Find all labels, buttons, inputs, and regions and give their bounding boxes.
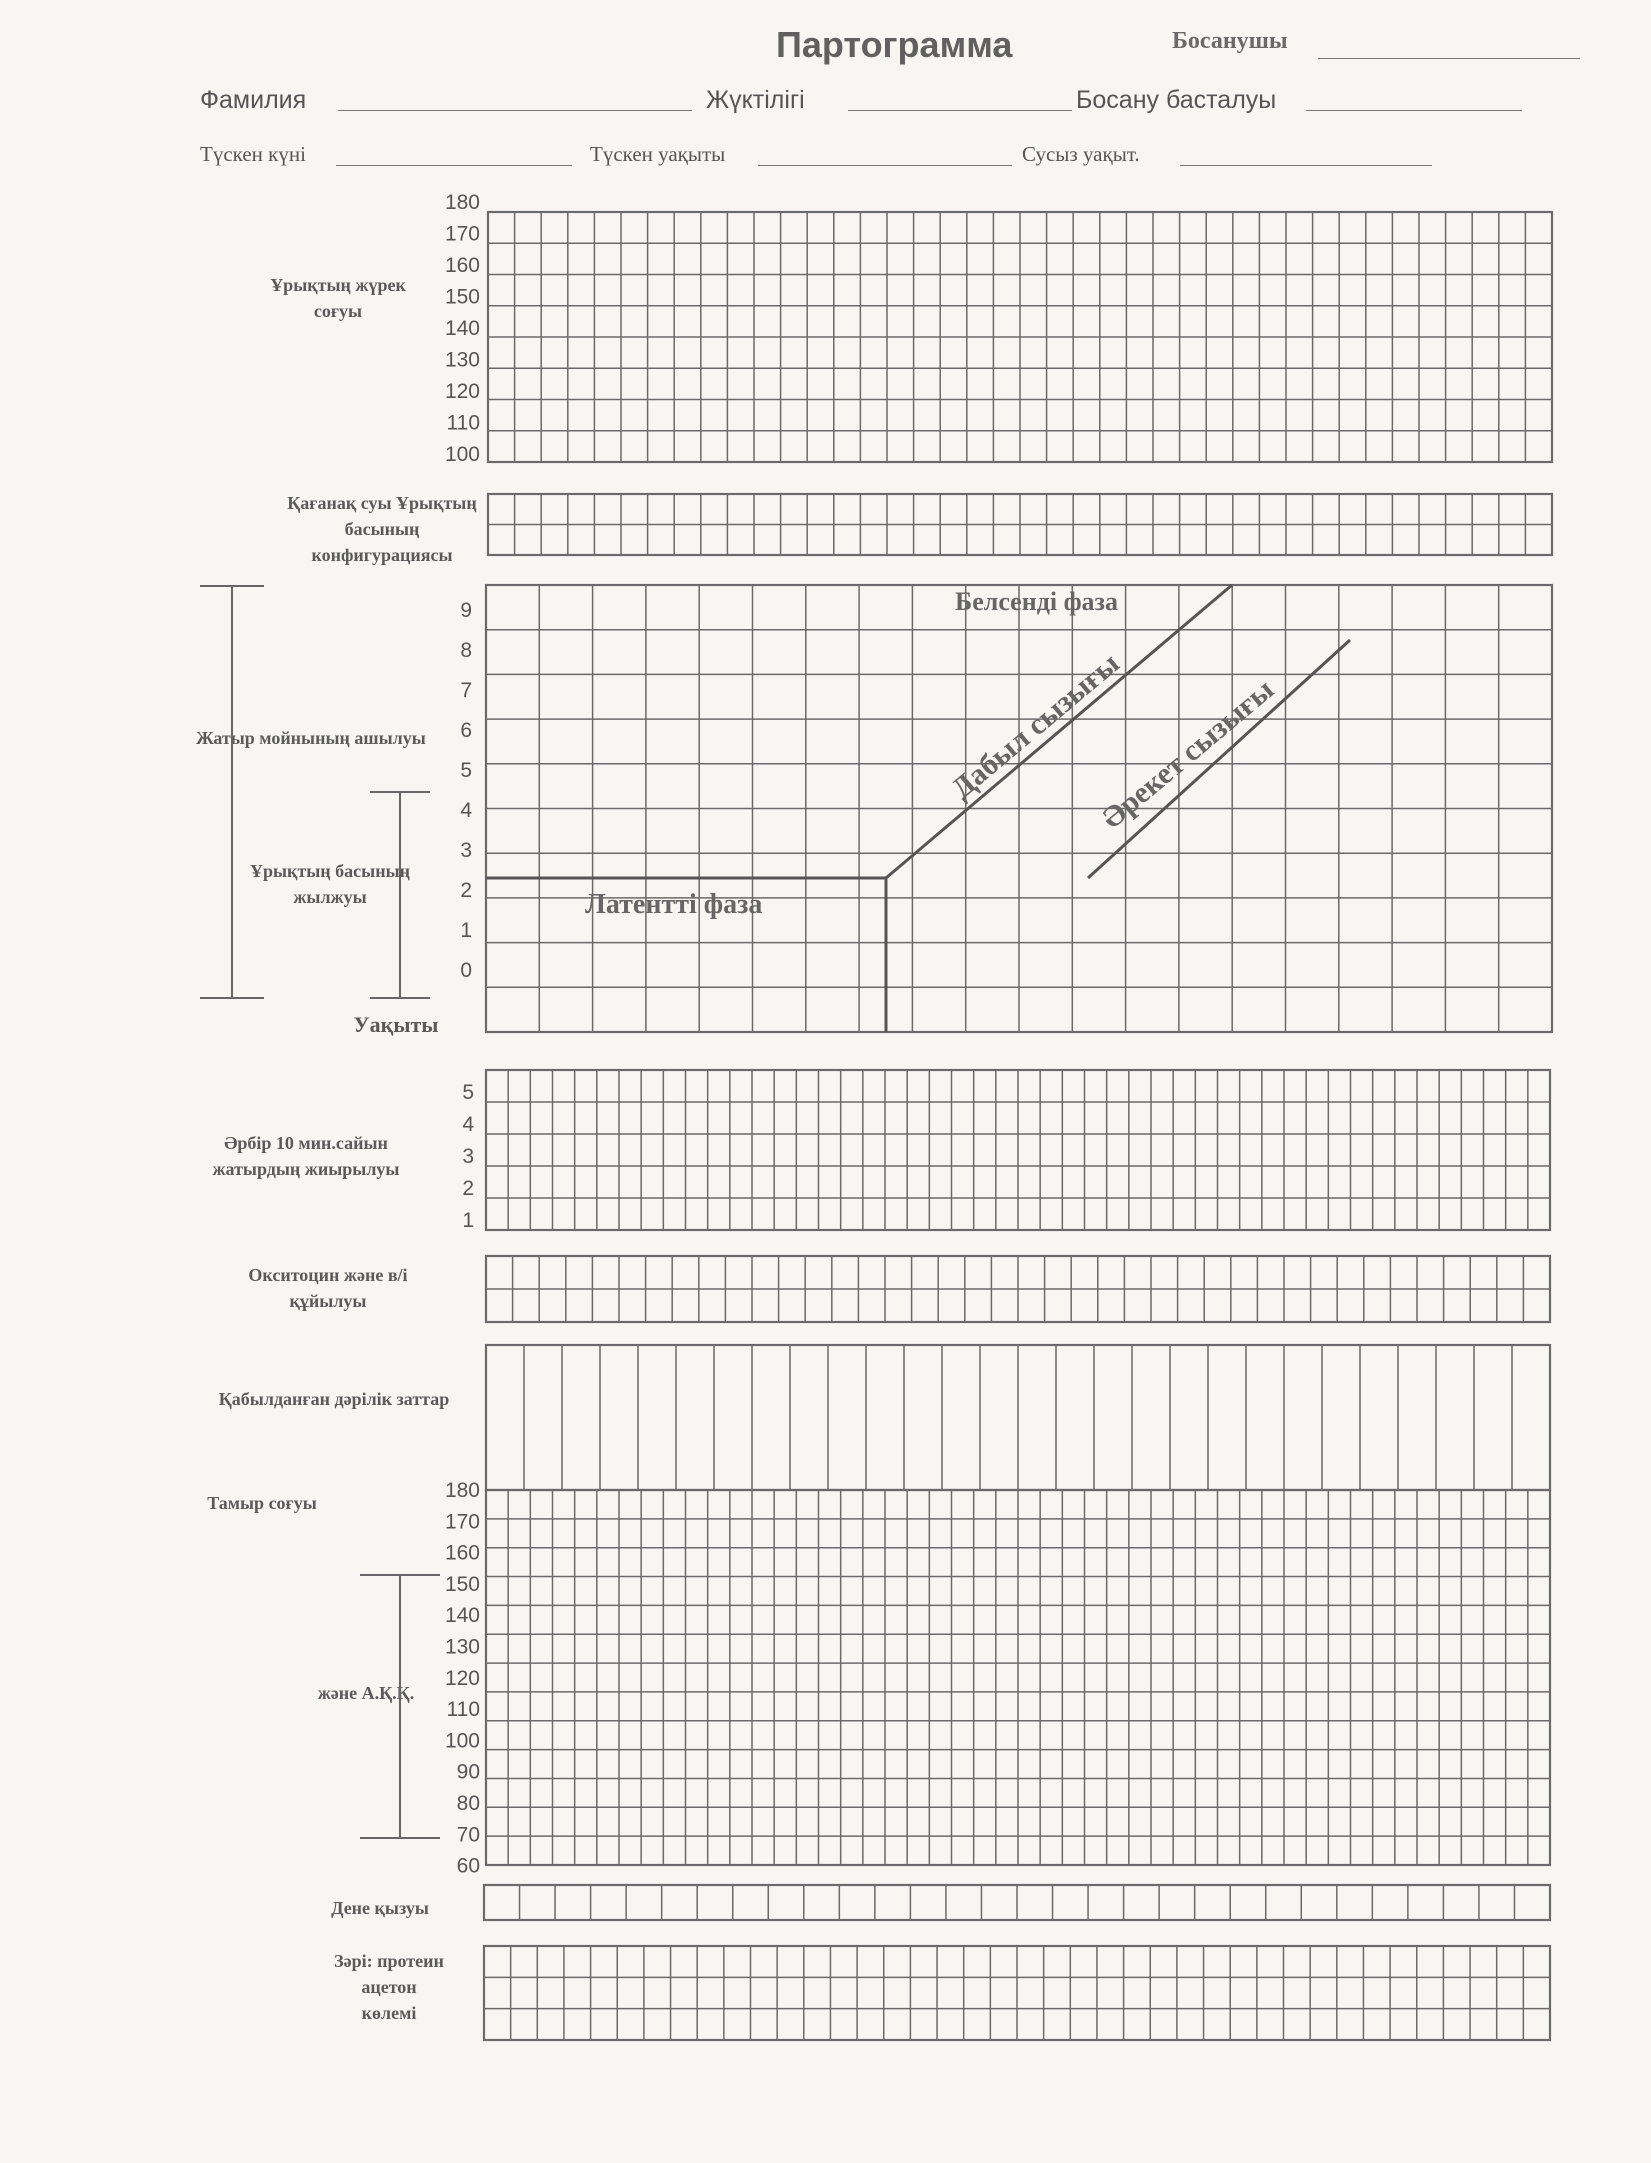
pulse-tick: 180 bbox=[444, 1479, 480, 1502]
contractions-tick: 5 bbox=[462, 1081, 474, 1104]
pulse-tick: 80 bbox=[456, 1792, 480, 1815]
pulse-tick: 170 bbox=[444, 1510, 480, 1534]
cervix-tick: 5 bbox=[460, 759, 472, 782]
pulse-tick: 100 bbox=[444, 1729, 480, 1753]
contractions-tick: 2 bbox=[462, 1177, 474, 1200]
cervix-tick: 6 bbox=[460, 719, 472, 742]
fetal_heart-tick: 170 bbox=[444, 222, 480, 246]
cervix-tick: 7 bbox=[460, 679, 472, 702]
urine-label: Зәрі: протеин ацетон көлемі bbox=[334, 1951, 444, 2023]
contractions-tick: 1 bbox=[462, 1209, 474, 1232]
pulse-tick: 150 bbox=[444, 1572, 480, 1596]
midwife-label: Босанушы bbox=[1172, 28, 1288, 54]
pulse-tick: 60 bbox=[456, 1854, 480, 1878]
pulse-tick: 110 bbox=[446, 1698, 480, 1722]
fetal_heart-tick: 130 bbox=[444, 348, 480, 372]
fetal_heart-tick: 180 bbox=[444, 191, 480, 214]
pulse-tick: 90 bbox=[456, 1760, 480, 1784]
cervix-tick: 4 bbox=[460, 799, 472, 822]
contractions-label: Әрбір 10 мин.сайын жатырдың жиырылуы bbox=[212, 1133, 400, 1179]
contractions-tick: 4 bbox=[462, 1113, 474, 1136]
time-label: Уақыты bbox=[353, 1012, 439, 1037]
temperature-label: Дене қызуы bbox=[331, 1898, 429, 1918]
active-phase-label: Белсенді фаза bbox=[955, 587, 1119, 616]
cervix-tick: 1 bbox=[460, 919, 472, 942]
admission-time-label: Түскен уақыты bbox=[590, 142, 726, 166]
surname-label: Фамилия bbox=[200, 86, 307, 114]
head-descent-label: Ұрықтың басының жылжуы bbox=[249, 861, 411, 907]
pulse-tick: 130 bbox=[444, 1635, 480, 1659]
cervix-tick: 3 bbox=[460, 839, 472, 862]
page-title: Партограмма bbox=[776, 24, 1013, 65]
fetal_heart-tick: 120 bbox=[444, 380, 480, 403]
fetal_heart-tick: 110 bbox=[446, 411, 480, 435]
cervix-tick: 9 bbox=[460, 599, 472, 622]
pulse-tick: 140 bbox=[444, 1604, 480, 1628]
pregnancy-label: Жүктілігі bbox=[706, 86, 805, 114]
drugs-label: Қабылданған дәрілік заттар bbox=[218, 1389, 450, 1409]
fetal_heart-tick: 150 bbox=[444, 285, 480, 309]
oxytocin-label: Окситоцин және в/і құйылуы bbox=[248, 1265, 408, 1311]
fetal_heart-tick: 100 bbox=[444, 443, 480, 466]
alert-line-label: Дабыл сызығы bbox=[945, 646, 1126, 806]
cervix-label: Жатыр мойнының ашылуы bbox=[196, 728, 426, 748]
labor-start-label: Босану басталуы bbox=[1076, 86, 1277, 114]
cervix-tick: 0 bbox=[460, 959, 472, 982]
amniotic-label: Қағанақ суы Ұрықтың басының конфигурациясы bbox=[287, 493, 477, 565]
pulse-label: Тамыр соғуы bbox=[207, 1493, 317, 1513]
pulse-tick: 70 bbox=[456, 1823, 480, 1847]
pulse-tick: 160 bbox=[444, 1541, 480, 1565]
cervix-tick: 2 bbox=[460, 879, 472, 902]
fetal_heart-tick: 140 bbox=[444, 317, 480, 340]
cervix-tick: 8 bbox=[460, 639, 472, 662]
bp-label: және А.Қ.Қ. bbox=[317, 1683, 415, 1703]
action-line-label: Әрекет сызығы bbox=[1095, 672, 1281, 836]
latent-phase-label: Латентті фаза bbox=[585, 889, 763, 920]
contractions-tick: 3 bbox=[462, 1145, 474, 1168]
fetal-heart-label: Ұрықтың жүрек соғуы bbox=[270, 275, 406, 321]
admission-date-label: Түскен күні bbox=[200, 142, 306, 166]
waterless-time-label: Сусыз уақыт. bbox=[1022, 142, 1140, 166]
pulse-tick: 120 bbox=[444, 1666, 480, 1690]
fetal_heart-tick: 160 bbox=[444, 254, 480, 277]
